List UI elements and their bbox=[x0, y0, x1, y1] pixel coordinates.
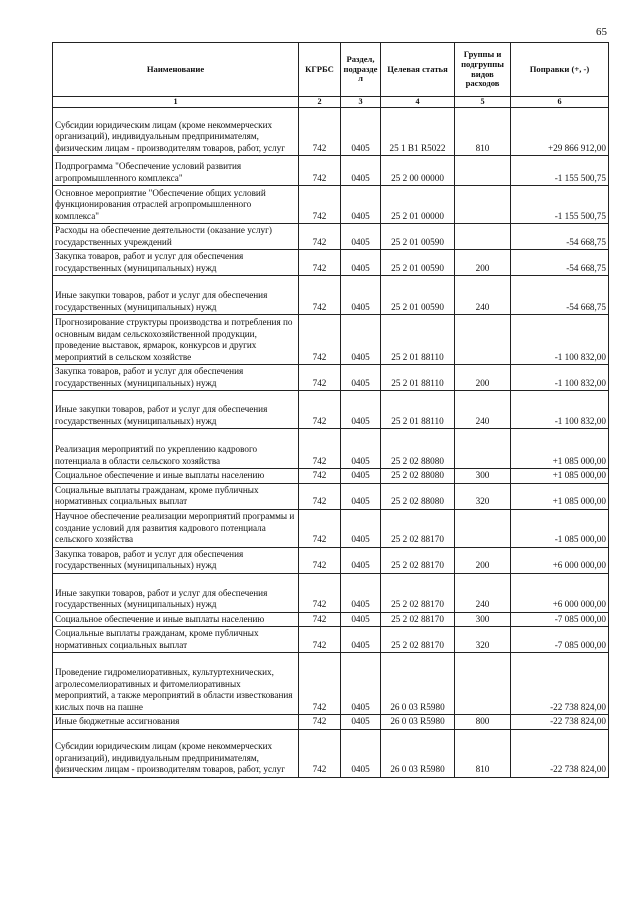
row-target-cell: 25 2 01 88110 bbox=[381, 315, 455, 365]
row-amount-cell: +6 000 000,00 bbox=[511, 573, 609, 612]
row-group-cell bbox=[455, 509, 511, 547]
row-kgrbs-cell: 742 bbox=[299, 186, 341, 224]
row-section-cell: 0405 bbox=[341, 186, 381, 224]
row-target-cell: 25 2 02 88080 bbox=[381, 429, 455, 469]
row-amount-cell: -7 085 000,00 bbox=[511, 627, 609, 653]
row-name-cell: Иные закупки товаров, работ и услуг для обеспечения государственных (муниципальных) нужд bbox=[53, 391, 299, 429]
row-target-cell: 25 2 02 88080 bbox=[381, 469, 455, 484]
column-number: 6 bbox=[511, 97, 609, 108]
row-kgrbs-cell: 742 bbox=[299, 509, 341, 547]
row-name-cell: Закупка товаров, работ и услуг для обеспечения государственных (муниципальных) нужд bbox=[53, 365, 299, 391]
column-number-row bbox=[53, 97, 609, 108]
row-group-cell: 320 bbox=[455, 627, 511, 653]
row-group-cell: 200 bbox=[455, 365, 511, 391]
column-number: 2 bbox=[299, 97, 341, 108]
row-name-cell: Иные бюджетные ассигнования bbox=[53, 715, 299, 730]
row-amount-cell: -1 155 500,75 bbox=[511, 186, 609, 224]
table-row bbox=[53, 315, 609, 365]
table-row bbox=[53, 224, 609, 250]
row-amount-cell: -1 085 000,00 bbox=[511, 509, 609, 547]
row-group-cell bbox=[455, 186, 511, 224]
row-section-cell: 0405 bbox=[341, 627, 381, 653]
column-header-amendments: Поправки (+, -) bbox=[511, 43, 609, 97]
row-section-cell: 0405 bbox=[341, 315, 381, 365]
row-group-cell: 800 bbox=[455, 715, 511, 730]
row-target-cell: 25 2 02 88170 bbox=[381, 612, 455, 627]
table-row bbox=[53, 108, 609, 156]
row-group-cell: 810 bbox=[455, 729, 511, 777]
column-header-section: Раздел, подразде л bbox=[341, 43, 381, 97]
table-row bbox=[53, 429, 609, 469]
table-row bbox=[53, 365, 609, 391]
table-row bbox=[53, 509, 609, 547]
row-name-cell: Подпрограмма "Обеспечение условий развития агропромышленного комплекса" bbox=[53, 156, 299, 186]
row-name-cell: Социальное обеспечение и иные выплаты населению bbox=[53, 469, 299, 484]
row-kgrbs-cell: 742 bbox=[299, 429, 341, 469]
row-kgrbs-cell: 742 bbox=[299, 108, 341, 156]
row-target-cell: 25 1 B1 R5022 bbox=[381, 108, 455, 156]
row-section-cell: 0405 bbox=[341, 729, 381, 777]
row-name-cell: Социальное обеспечение и иные выплаты населению bbox=[53, 612, 299, 627]
column-number: 1 bbox=[53, 97, 299, 108]
row-amount-cell: -54 668,75 bbox=[511, 276, 609, 315]
page-number: 65 bbox=[596, 26, 607, 38]
row-section-cell: 0405 bbox=[341, 224, 381, 250]
row-section-cell: 0405 bbox=[341, 108, 381, 156]
row-target-cell: 25 2 02 88170 bbox=[381, 509, 455, 547]
table-header-row bbox=[53, 43, 609, 97]
row-amount-cell: +6 000 000,00 bbox=[511, 547, 609, 573]
row-amount-cell: -22 738 824,00 bbox=[511, 653, 609, 715]
row-amount-cell: -7 085 000,00 bbox=[511, 612, 609, 627]
table-row bbox=[53, 250, 609, 276]
row-target-cell: 25 2 01 00590 bbox=[381, 224, 455, 250]
row-section-cell: 0405 bbox=[341, 573, 381, 612]
row-amount-cell: +1 085 000,00 bbox=[511, 483, 609, 509]
row-target-cell: 26 0 03 R5980 bbox=[381, 653, 455, 715]
column-number: 5 bbox=[455, 97, 511, 108]
row-kgrbs-cell: 742 bbox=[299, 547, 341, 573]
column-header-kgrbs: КГРБС bbox=[299, 43, 341, 97]
row-name-cell: Научное обеспечение реализации мероприятий программы и создание условий для развития кадрового потенциала сельского хозяйства bbox=[53, 509, 299, 547]
row-group-cell bbox=[455, 156, 511, 186]
row-name-cell: Закупка товаров, работ и услуг для обеспечения государственных (муниципальных) нужд bbox=[53, 250, 299, 276]
column-header-groups: Группы и подгруппы видов расходов bbox=[455, 43, 511, 97]
table-row bbox=[53, 715, 609, 730]
row-name-cell: Проведение гидромелиоративных, культуртехнических, агролесомелиоративных и фитомелиоративных мероприятий, а также мероприятий в области известкования кислых почв на пашне bbox=[53, 653, 299, 715]
row-name-cell: Иные закупки товаров, работ и услуг для обеспечения государственных (муниципальных) нужд bbox=[53, 573, 299, 612]
row-kgrbs-cell: 742 bbox=[299, 315, 341, 365]
table-row bbox=[53, 483, 609, 509]
row-amount-cell: +1 085 000,00 bbox=[511, 469, 609, 484]
row-section-cell: 0405 bbox=[341, 509, 381, 547]
row-amount-cell: -54 668,75 bbox=[511, 224, 609, 250]
row-amount-cell: -22 738 824,00 bbox=[511, 715, 609, 730]
column-header-target: Целевая статья bbox=[381, 43, 455, 97]
row-name-cell: Реализация мероприятий по укреплению кадрового потенциала в области сельского хозяйства bbox=[53, 429, 299, 469]
row-name-cell: Иные закупки товаров, работ и услуг для обеспечения государственных (муниципальных) нужд bbox=[53, 276, 299, 315]
row-group-cell: 200 bbox=[455, 547, 511, 573]
row-section-cell: 0405 bbox=[341, 276, 381, 315]
row-kgrbs-cell: 742 bbox=[299, 627, 341, 653]
row-target-cell: 25 2 02 88170 bbox=[381, 573, 455, 612]
row-kgrbs-cell: 742 bbox=[299, 469, 341, 484]
row-target-cell: 25 2 01 00000 bbox=[381, 186, 455, 224]
row-name-cell: Прогнозирование структуры производства и потребления по основным видам сельскохозяйственной продукции, проведение выставок, ярмарок, конкурсов и других мероприятий в сельском хозяйстве bbox=[53, 315, 299, 365]
row-group-cell: 240 bbox=[455, 391, 511, 429]
row-name-cell: Социальные выплаты гражданам, кроме публичных нормативных социальных выплат bbox=[53, 483, 299, 509]
row-group-cell: 240 bbox=[455, 276, 511, 315]
column-number: 4 bbox=[381, 97, 455, 108]
table-row bbox=[53, 186, 609, 224]
row-section-cell: 0405 bbox=[341, 156, 381, 186]
row-name-cell: Расходы на обеспечение деятельности (оказание услуг) государственных учреждений bbox=[53, 224, 299, 250]
row-target-cell: 25 2 01 00590 bbox=[381, 276, 455, 315]
table-row bbox=[53, 547, 609, 573]
column-number: 3 bbox=[341, 97, 381, 108]
row-section-cell: 0405 bbox=[341, 653, 381, 715]
row-name-cell: Субсидии юридическим лицам (кроме некоммерческих организаций), индивидуальным предпринимателям, физическим лицам - производителям товаров, работ, услуг bbox=[53, 108, 299, 156]
row-section-cell: 0405 bbox=[341, 715, 381, 730]
row-target-cell: 25 2 02 88170 bbox=[381, 547, 455, 573]
table-row bbox=[53, 276, 609, 315]
row-name-cell: Субсидии юридическим лицам (кроме некоммерческих организаций), индивидуальным предпринимателям, физическим лицам - производителям товаров, работ, услуг bbox=[53, 729, 299, 777]
row-amount-cell: -1 100 832,00 bbox=[511, 315, 609, 365]
row-section-cell: 0405 bbox=[341, 365, 381, 391]
row-section-cell: 0405 bbox=[341, 469, 381, 484]
row-amount-cell: -1 100 832,00 bbox=[511, 365, 609, 391]
row-kgrbs-cell: 742 bbox=[299, 276, 341, 315]
row-group-cell: 320 bbox=[455, 483, 511, 509]
row-target-cell: 25 2 02 88080 bbox=[381, 483, 455, 509]
row-kgrbs-cell: 742 bbox=[299, 224, 341, 250]
row-kgrbs-cell: 742 bbox=[299, 365, 341, 391]
row-amount-cell: -54 668,75 bbox=[511, 250, 609, 276]
row-kgrbs-cell: 742 bbox=[299, 391, 341, 429]
row-name-cell: Закупка товаров, работ и услуг для обеспечения государственных (муниципальных) нужд bbox=[53, 547, 299, 573]
table-row bbox=[53, 469, 609, 484]
row-amount-cell: +29 866 912,00 bbox=[511, 108, 609, 156]
row-amount-cell: -22 738 824,00 bbox=[511, 729, 609, 777]
row-kgrbs-cell: 742 bbox=[299, 715, 341, 730]
row-group-cell: 810 bbox=[455, 108, 511, 156]
row-kgrbs-cell: 742 bbox=[299, 573, 341, 612]
row-kgrbs-cell: 742 bbox=[299, 250, 341, 276]
table-row bbox=[53, 627, 609, 653]
row-kgrbs-cell: 742 bbox=[299, 483, 341, 509]
row-section-cell: 0405 bbox=[341, 250, 381, 276]
row-section-cell: 0405 bbox=[341, 483, 381, 509]
row-group-cell bbox=[455, 653, 511, 715]
column-header-name: Наименование bbox=[53, 43, 299, 97]
row-group-cell bbox=[455, 429, 511, 469]
row-group-cell bbox=[455, 315, 511, 365]
row-group-cell: 300 bbox=[455, 469, 511, 484]
row-name-cell: Основное мероприятие "Обеспечение общих условий функционирования отраслей агропромышленного комплекса" bbox=[53, 186, 299, 224]
row-amount-cell: +1 085 000,00 bbox=[511, 429, 609, 469]
row-group-cell: 240 bbox=[455, 573, 511, 612]
row-section-cell: 0405 bbox=[341, 391, 381, 429]
table-row bbox=[53, 573, 609, 612]
table-row bbox=[53, 612, 609, 627]
row-group-cell: 300 bbox=[455, 612, 511, 627]
row-section-cell: 0405 bbox=[341, 612, 381, 627]
row-target-cell: 25 2 00 00000 bbox=[381, 156, 455, 186]
row-section-cell: 0405 bbox=[341, 429, 381, 469]
row-group-cell: 200 bbox=[455, 250, 511, 276]
row-kgrbs-cell: 742 bbox=[299, 156, 341, 186]
table-row bbox=[53, 391, 609, 429]
row-target-cell: 25 2 01 88110 bbox=[381, 391, 455, 429]
row-group-cell bbox=[455, 224, 511, 250]
table-row bbox=[53, 156, 609, 186]
row-amount-cell: -1 100 832,00 bbox=[511, 391, 609, 429]
row-kgrbs-cell: 742 bbox=[299, 729, 341, 777]
row-target-cell: 25 2 01 00590 bbox=[381, 250, 455, 276]
row-kgrbs-cell: 742 bbox=[299, 612, 341, 627]
budget-amendments-table bbox=[52, 42, 609, 778]
row-target-cell: 26 0 03 R5980 bbox=[381, 729, 455, 777]
row-section-cell: 0405 bbox=[341, 547, 381, 573]
row-name-cell: Социальные выплаты гражданам, кроме публичных нормативных социальных выплат bbox=[53, 627, 299, 653]
row-kgrbs-cell: 742 bbox=[299, 653, 341, 715]
table-row bbox=[53, 729, 609, 777]
row-target-cell: 25 2 02 88170 bbox=[381, 627, 455, 653]
row-target-cell: 25 2 01 88110 bbox=[381, 365, 455, 391]
row-target-cell: 26 0 03 R5980 bbox=[381, 715, 455, 730]
row-amount-cell: -1 155 500,75 bbox=[511, 156, 609, 186]
table-row bbox=[53, 653, 609, 715]
